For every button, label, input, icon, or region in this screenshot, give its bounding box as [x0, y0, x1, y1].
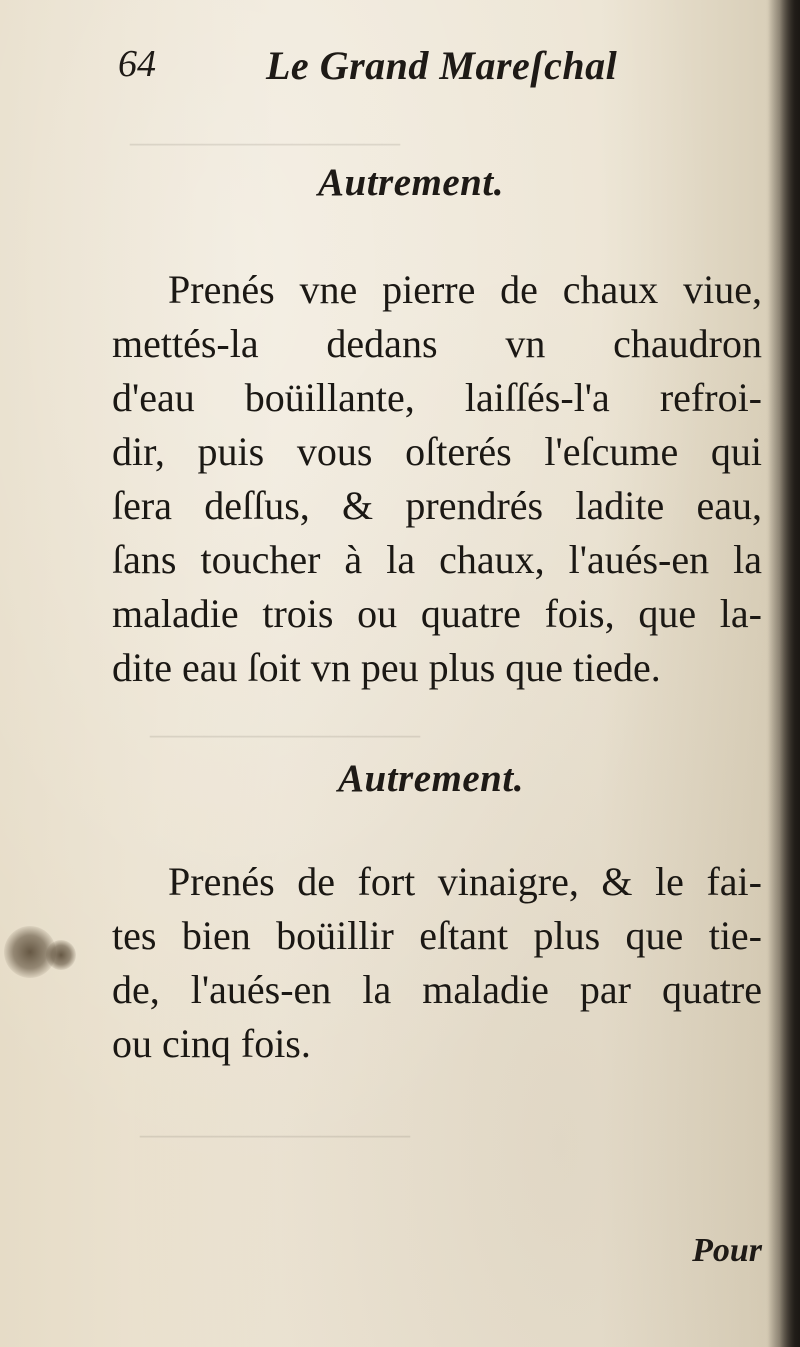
section-heading: Autrement. — [318, 161, 504, 204]
paragraph — [112, 263, 762, 695]
page-number: 64 — [118, 43, 156, 85]
text-line: ou cinq fois. — [112, 1021, 311, 1066]
text-line: de, l'aués-en la maladie par quatre — [112, 967, 762, 1012]
text-line: ſans toucher à la chaux, l'aués-en la — [112, 537, 762, 582]
text-line: ſera deſſus, & prendrés ladite eau, — [112, 483, 762, 528]
running-title: Le Grand Mareſchal — [266, 43, 618, 88]
text-line: mettés-la dedans vn chaudron — [112, 321, 762, 366]
catchword: Pour — [692, 1232, 762, 1269]
text-line: maladie trois ou quatre fois, que la- — [112, 591, 762, 636]
paragraph — [112, 855, 762, 1071]
text-line: tes bien boüillir eſtant plus que tie- — [112, 913, 762, 958]
section-heading: Autrement. — [338, 757, 524, 800]
show-through-decoration: _______________ — [130, 109, 400, 149]
text-line: dite eau ſoit vn peu plus que tiede. — [112, 645, 661, 690]
ink-stain — [46, 940, 76, 970]
show-through-decoration: _______________ — [140, 1101, 410, 1141]
text-line: Prenés vne pierre de chaux viue, — [168, 267, 762, 312]
text-line: dir, puis vous oſterés l'eſcume qui — [112, 429, 762, 474]
page-header — [118, 42, 678, 102]
text-line: Prenés de fort vinaigre, & le fai- — [168, 859, 762, 904]
binding-gutter — [766, 0, 800, 1347]
show-through-decoration: _______________ — [150, 701, 420, 741]
text-line: d'eau boüillante, laiſſés-l'a refroi- — [112, 375, 762, 420]
